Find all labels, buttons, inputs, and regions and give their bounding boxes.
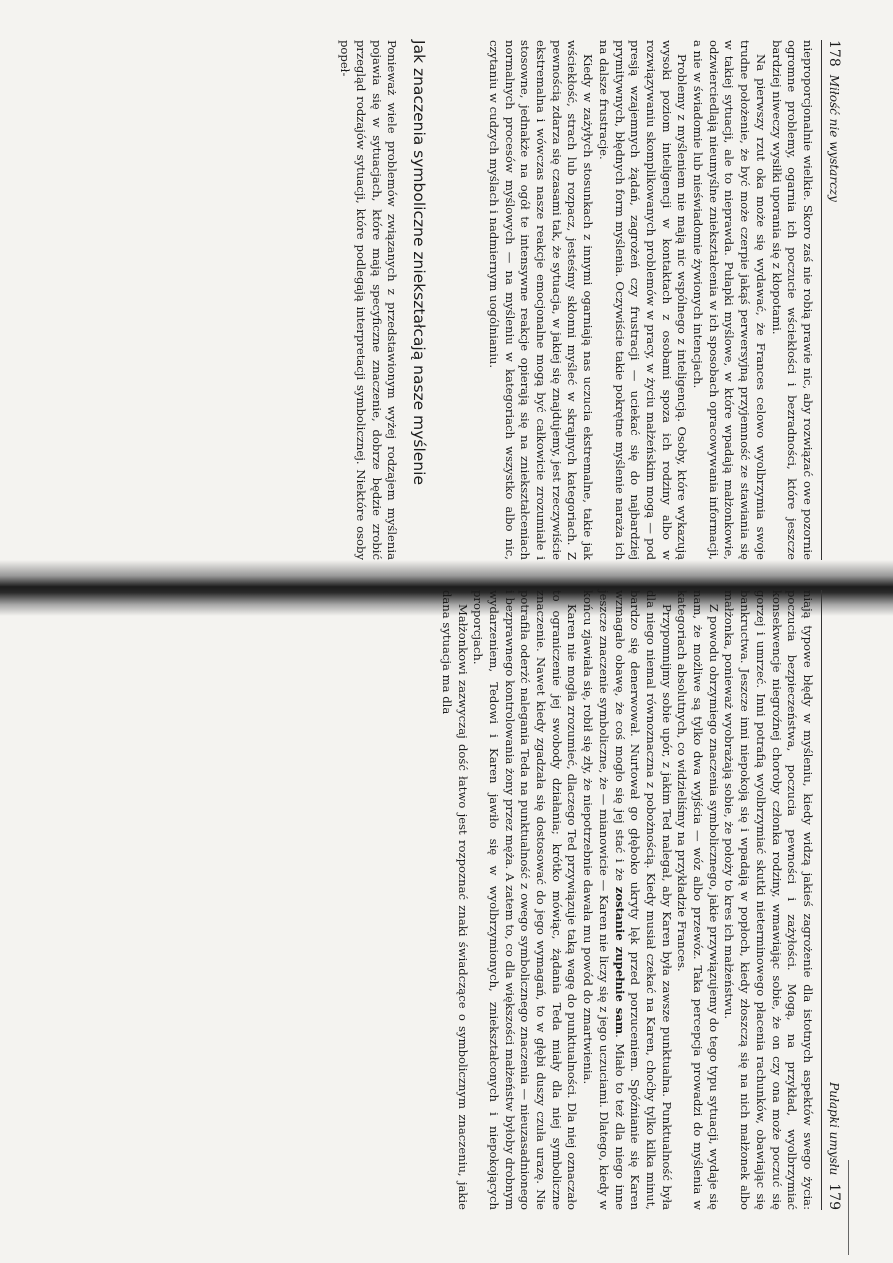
margin-rule <box>848 1160 849 1255</box>
paragraph: Ponieważ wiele problemów związanych z przedstawionym wyżej rodzajem myślenia pojawia się w sytuacjach, które mają specyficzne znaczenie, dobrze będzie zrobić przegląd rodzajów sytuacji, które podlegają interpretacji symbolicznej. Niektóre osoby popeł- <box>338 40 400 560</box>
paragraph-text: . Miało to też dla niego inne jeszcze znaczenie symboliczne, że — mianowicie — Karen nie liczy się z jego uczuciami. Dlatego, kiedy w końcu zjawiała się, robił się zły, że niepotrzebnie dawała mu powód do zmartwienia. <box>581 590 627 1211</box>
running-head-right <box>821 590 842 1210</box>
bold-phrase: zostanie zupełnie sam <box>612 886 627 1035</box>
paragraph: Z powodu obrzymiego znaczenia symbolicznego, jakie przywiązujemy do tego typu sytuacji, wydaje się nam, że możliwe są tylko dwa wyjścia — wóz albo przewóz. Taka percepcja prowadzi do myślenia w kategoriach absolutnych, co widzieliśmy na przykładzie Frances. <box>675 590 721 1210</box>
page-number-179: 179 <box>826 1183 842 1210</box>
page-179 <box>82 590 842 1210</box>
page-178 <box>142 40 842 560</box>
section-heading: Jak znaczenia symboliczne zniekształcają nasze myślenie <box>410 40 429 485</box>
text-column-left <box>336 40 815 560</box>
page-number-178: 178 <box>826 40 842 67</box>
paragraph: Karen nie mogła zrozumieć, dlaczego Ted przywiązuje taką wagę do punktualności. Dla niej oznaczało to ograniczenie jej swobody działania; krótko mówiąc, żądania Teda miały dla niej symboliczne znaczenie. Nawet kiedy zgadzała się dostosować do jego wymagań, to w głębi duszy czuła urazę. Nie potrafiła oderżć nalegania Teda na punktualność z owego symbolicznego znaczenia — nieuzasadnionego i bezprawnego kontrolowania żony przez męża. A zatem to, co dla większości małżeństw byłoby drobnym wydarzeniem, Tedowi i Karen jawiło się w wyolbrzymionych, zniekształconych i niepokojących proporcjach. <box>471 590 580 1210</box>
paragraph: Problemy z myśleniem nie mają nic wspólnego z inteligencją. Osoby, które wykazują wysoki poziom inteligencji w kontaktach z osobami spoza ich rodziny albo w rozwiązywaniu skomplikowanych problemów w pracy, w życiu małżeńskim mogą — pod presją wzajemnych żądań, zagrożeń czy frustracji — uciekać się do najbardziej prymitywnych, błędnych form myślenia. Oczywiście takie pokrętne myślenie naraża ich na dalsze frustracje. <box>596 40 690 560</box>
paragraph: niają typowe błędy w myśleniu, kiedy widzą jakieś zagrożenie dla istotnych aspektów swego życia: poczucia bezpieczeństwa, poczucia pewności i zażyłości. Mogą, na przykład, wyolbrzymiać konsekwencje niegroźnej choroby członka rodziny, wmawiając sobie, że on czy ona może poczuć się gorzej i umrzeć. Inni potrafią wyolbrzymiać skutki nieterminowego płacenia rachunków, obawiając się bankructwa. Jeszcze inni niepokoją się i wpadają w popłoch, kiedy złoszczą się na nich małżonek albo małżonka, ponieważ wyobrażają sobie, że położy to kres ich małżeństwu. <box>722 590 815 1210</box>
paragraph: Kiedy w zażyłych stosunkach z innymi ogarniają nas uczucia ekstremalne, takie jak wściekłość, strach lub rozpacz, jesteśmy skłonni myśleć w skrajnych kategoriach. Z pewnością zdarza się czasami tak, że sytuacja, w jakiej się znajdujemy, jest rzeczywiście ekstremalna i wówczas nasze reakcje emocjonalne mogą być całkowicie zrozumiałe i stosowne, jednakże na ogół te intensywne reakcje opierają się na zniekształceniach normalnych procesów myślowych — na myśleniu w kategoriach wszystko albo nic, czytaniu w cudzych myślach i nadmiernym uogólnianiu. <box>486 40 596 560</box>
running-head-left <box>821 40 842 560</box>
paragraph: Małżonkowi zazwyczaj dość łatwo jest rozpoznać znaki świadczące o symbolicznym znaczeniu, jakie dana sytuacja ma dla <box>439 590 470 1210</box>
text-column-right <box>438 590 815 1210</box>
paragraph: Na pierwszy rzut oka może się wydawać, że Frances celowo wyolbrzymia swoje trudne położenie, że być może czerpie jakąś perwersyjną przyjemność ze stawiania się w takiej sytuacji, ale to nieprawda. Pułapki myślowe, w które wpadają małżonkowie, odzwierciedlają nieumyślne zniekształcenia w ich sposobach opracowywania informacji, a nie w świadomie lub nieświadomie żywionych intencjach. <box>691 40 768 560</box>
paragraph: nieproporcjonalnie wielkie. Skoro zaś nie robią prawie nic, aby rozwiązać owe pozornie ogromne problemy, ogarnia ich poczucie wściekłości i bezradności, które jeszcze bardziej niweczy wysiłki uporania się z kłopotami. <box>769 40 815 560</box>
paragraph-with-emphasis <box>579 590 673 1210</box>
running-title-left: Miłość nie wystarczy <box>827 74 841 202</box>
paragraph-text: Przypomnijmy sobie upór, z jakim Ted nalegał, aby Karen była zawsze punktualna. Punktualność była dla niego niemal równoznaczna z pobożnością. Kiedy musiał czekać na Karen, choćby tylko kilka minut, bardzo się denerwował. Nurtował go głęboko ukryty lęk przed porzuceniem. Spóźnianie się Karen wzmagało obawę, że coś mogło się jej stać i że <box>612 590 674 1210</box>
running-title-right: Pułapki umysłu <box>827 1082 841 1176</box>
